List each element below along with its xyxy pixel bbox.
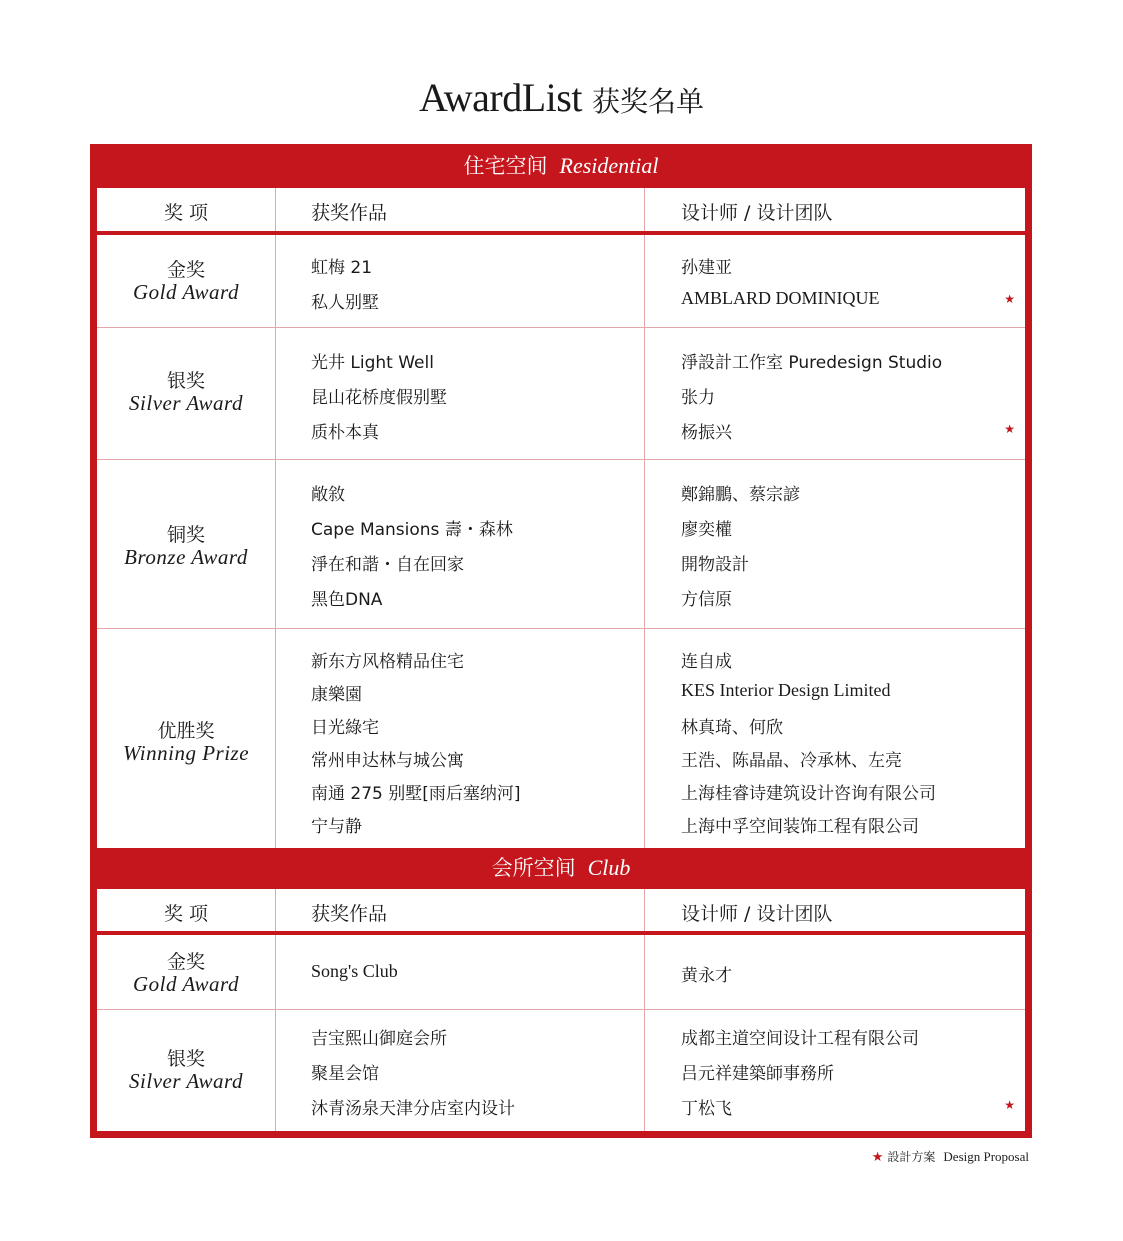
work-item: 质朴本真: [311, 423, 379, 443]
designer-item: 张力: [681, 388, 715, 408]
work-item: 光井 Light Well: [311, 353, 434, 373]
club-panel: [97, 889, 1025, 1131]
work-item: 私人别墅: [311, 293, 379, 313]
work-item: Cape Mansions 壽・森林: [311, 520, 513, 540]
designer-item: 鄭錦鵬、蔡宗諺: [681, 485, 800, 505]
work-item: 南通 275 别墅[雨后塞纳河]: [311, 784, 521, 804]
legend: [872, 1148, 1029, 1165]
work-item: 聚星会馆: [311, 1064, 379, 1084]
header-row: [97, 889, 1025, 931]
designer-item: 上海桂睿诗建筑设计咨询有限公司: [681, 784, 936, 804]
title-en: AwardList: [419, 75, 582, 120]
work-item: 昆山花桥度假别墅: [311, 388, 447, 408]
work-item: 常州申达林与城公寓: [311, 751, 464, 771]
designer-item: 王浩、陈晶晶、冷承林、左亮: [681, 751, 902, 771]
table-row: [97, 629, 1025, 848]
designer-item: AMBLARD DOMINIQUE: [681, 288, 880, 308]
award-table: [90, 144, 1032, 1138]
work-item: 康樂園: [311, 685, 362, 705]
table-row: [97, 935, 1025, 1009]
work-item: Song's Club: [311, 961, 398, 981]
work-item: 日光綠宅: [311, 718, 379, 738]
designer-item: 孙建亚: [681, 258, 732, 278]
section-title-en: Residential: [559, 153, 659, 178]
work-item: 新东方风格精品住宅: [311, 652, 464, 672]
title-zh: 获奖名单: [591, 85, 704, 118]
designer-item: KES Interior Design Limited: [681, 680, 891, 700]
designer-item: 淨設計工作室 Puredesign Studio: [681, 353, 943, 373]
award-name-zh: 金奖: [166, 951, 205, 973]
award-name-zh: 银奖: [166, 370, 205, 392]
section-banner-residential: [90, 150, 1032, 180]
designer-item: 丁松飞: [681, 1099, 732, 1119]
header-designer: 设计师 / 设计团队: [681, 903, 833, 925]
designer-item: 黄永才: [681, 966, 732, 986]
header-row: [97, 188, 1025, 231]
star-icon: ★: [1004, 1098, 1015, 1112]
table-row: [97, 460, 1025, 628]
award-name-en: Gold Award: [133, 280, 239, 304]
designer-item: 连自成: [681, 652, 732, 672]
header-award: 奖 项: [163, 903, 209, 925]
work-item: 沐青汤泉天津分店室内设计: [311, 1099, 515, 1119]
designer-item: 吕元祥建築師事務所: [681, 1064, 834, 1084]
star-icon: ★: [871, 1150, 884, 1165]
table-row: [97, 1010, 1025, 1131]
designer-item: 廖奕權: [681, 520, 732, 540]
star-icon: ★: [1004, 292, 1015, 306]
award-name-en: Gold Award: [133, 972, 239, 996]
award-name-zh: 优胜奖: [157, 720, 215, 742]
award-name-en: Bronze Award: [124, 545, 248, 569]
award-name-zh: 铜奖: [166, 524, 205, 546]
work-item: 宁与静: [311, 817, 362, 837]
section-title-en: Club: [587, 855, 631, 880]
section-title-zh: 住宅空间: [463, 154, 548, 178]
designer-item: 杨振兴: [681, 423, 732, 443]
header-award: 奖 项: [163, 202, 209, 224]
legend-en: Design Proposal: [943, 1149, 1029, 1164]
header-work: 获奖作品: [311, 202, 388, 224]
designer-item: 方信原: [681, 590, 732, 610]
work-item: 黑色DNA: [311, 590, 383, 610]
designer-item: 上海中孚空间装饰工程有限公司: [681, 817, 919, 837]
award-name-en: Silver Award: [129, 1069, 243, 1093]
award-name-en: Winning Prize: [122, 741, 250, 765]
designer-item: 林真琦、何欣: [681, 718, 783, 738]
residential-panel: [97, 188, 1025, 848]
designer-item: 成都主道空间设计工程有限公司: [681, 1029, 919, 1049]
page-title: [0, 74, 1123, 121]
designer-item: 開物設計: [681, 555, 749, 575]
award-name-zh: 金奖: [166, 259, 205, 281]
star-icon: ★: [1004, 422, 1015, 436]
table-row: [97, 235, 1025, 327]
header-work: 获奖作品: [311, 903, 388, 925]
section-title-zh: 会所空间: [491, 856, 576, 880]
award-name-en: Silver Award: [129, 391, 243, 415]
section-banner-club: [90, 852, 1032, 882]
work-item: 虹梅 21: [311, 258, 373, 278]
work-item: 淨在和諧・自在回家: [311, 555, 464, 575]
work-item: 吉宝熙山御庭会所: [311, 1029, 447, 1049]
work-item: 敞敘: [311, 485, 345, 505]
header-designer: 设计师 / 设计团队: [681, 202, 833, 224]
table-row: [97, 328, 1025, 459]
award-name-zh: 银奖: [166, 1048, 205, 1070]
legend-zh: 設計方案: [887, 1150, 936, 1164]
